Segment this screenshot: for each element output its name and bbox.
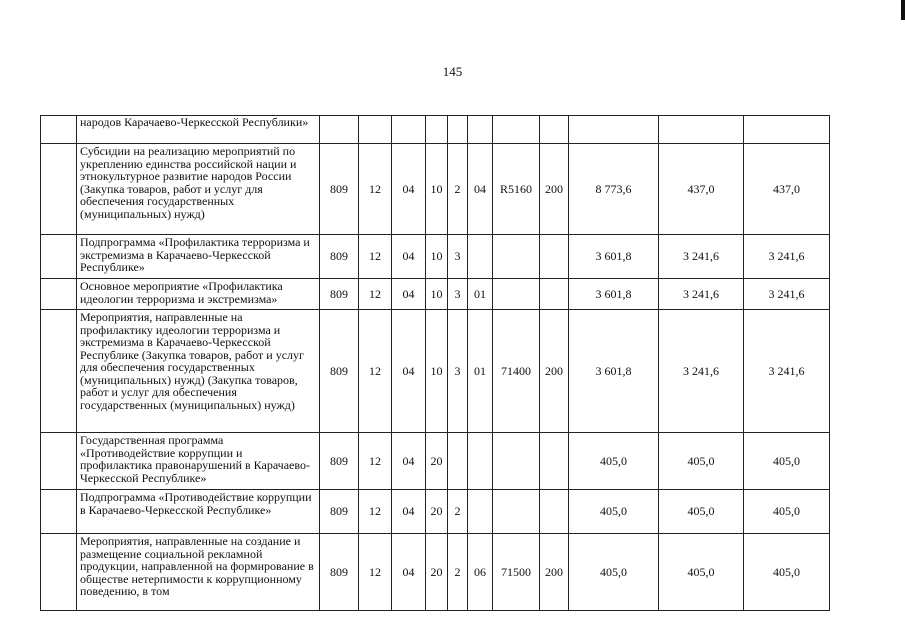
- expense-type-code: [540, 116, 569, 144]
- direction-code: 71500: [493, 534, 540, 611]
- direction-code: R5160: [493, 144, 540, 235]
- section-code: 12: [359, 144, 392, 235]
- direction-code: [493, 116, 540, 144]
- admin-code: 809: [320, 310, 359, 433]
- sum-year-2: 405,0: [659, 490, 744, 534]
- section-code: [359, 116, 392, 144]
- expense-type-code: 200: [540, 310, 569, 433]
- sum-year-1: 8 773,6: [569, 144, 659, 235]
- program-code: 10: [426, 310, 448, 433]
- budget-table: [40, 115, 830, 611]
- row-number-cell: [41, 310, 77, 433]
- expense-type-code: 200: [540, 144, 569, 235]
- direction-code: [493, 433, 540, 490]
- section-code: 12: [359, 310, 392, 433]
- table-row: [41, 279, 830, 310]
- item-name: Основное мероприятие «Профилактика идеологии терроризма и экстремизма»: [77, 279, 320, 310]
- event-code: 04: [468, 144, 493, 235]
- sum-year-3: 405,0: [744, 534, 830, 611]
- direction-code: [493, 279, 540, 310]
- item-name: Субсидии на реализацию мероприятий по укреплению единства российской нации и этнокультурное развитие народов России (Закупка товаров, работ и услуг для обеспечения государственных (муниципальных) нужд): [77, 144, 320, 235]
- direction-code: 71400: [493, 310, 540, 433]
- subprogram-code: [448, 116, 468, 144]
- section-code: 12: [359, 490, 392, 534]
- sum-year-3: [744, 116, 830, 144]
- table-row: [41, 144, 830, 235]
- table-row: [41, 490, 830, 534]
- section-code: 12: [359, 433, 392, 490]
- sum-year-1: 3 601,8: [569, 235, 659, 279]
- item-name: Мероприятия, направленные на профилактику идеологии терроризма и экстремизма в Карачаево-Черкесской Республике (Закупка товаров, работ и услуг для обеспечения государственных (муниципальных) нужд) (Закупка товаров, работ и услуг для обеспечения государственных (муниципальных) нужд): [77, 310, 320, 433]
- subprogram-code: 3: [448, 235, 468, 279]
- sum-year-1: 405,0: [569, 534, 659, 611]
- item-name: Подпрограмма «Противодействие коррупции в Карачаево-Черкесской Республике»: [77, 490, 320, 534]
- table-row: [41, 235, 830, 279]
- program-code: 10: [426, 144, 448, 235]
- sum-year-2: [659, 116, 744, 144]
- expense-type-code: [540, 433, 569, 490]
- table-row: [41, 310, 830, 433]
- row-number-cell: [41, 116, 77, 144]
- admin-code: 809: [320, 144, 359, 235]
- admin-code: [320, 116, 359, 144]
- sum-year-2: 3 241,6: [659, 279, 744, 310]
- program-code: 20: [426, 490, 448, 534]
- subsection-code: 04: [392, 144, 426, 235]
- subsection-code: [392, 116, 426, 144]
- page-number: 145: [442, 64, 463, 79]
- subsection-code: 04: [392, 279, 426, 310]
- section-code: 12: [359, 279, 392, 310]
- row-number-cell: [41, 433, 77, 490]
- table-row: [41, 116, 830, 144]
- program-code: 10: [426, 279, 448, 310]
- sum-year-3: 3 241,6: [744, 310, 830, 433]
- sum-year-1: [569, 116, 659, 144]
- program-code: 20: [426, 534, 448, 611]
- row-number-cell: [41, 235, 77, 279]
- row-number-cell: [41, 534, 77, 611]
- event-code: 06: [468, 534, 493, 611]
- item-name: Подпрограмма «Профилактика терроризма и экстремизма в Карачаево-Черкесской Республике»: [77, 235, 320, 279]
- program-code: 20: [426, 433, 448, 490]
- subsection-code: 04: [392, 310, 426, 433]
- admin-code: 809: [320, 279, 359, 310]
- direction-code: [493, 235, 540, 279]
- item-name: Мероприятия, направленные на создание и размещение социальной рекламной продукции, направленной на формирование в обществе нетерпимости к коррупционному поведению, в том: [77, 534, 320, 611]
- sum-year-3: 3 241,6: [744, 235, 830, 279]
- row-number-cell: [41, 279, 77, 310]
- event-code: [468, 235, 493, 279]
- program-code: [426, 116, 448, 144]
- sum-year-3: 3 241,6: [744, 279, 830, 310]
- expense-type-code: [540, 490, 569, 534]
- program-code: 10: [426, 235, 448, 279]
- event-code: 01: [468, 279, 493, 310]
- admin-code: 809: [320, 534, 359, 611]
- event-code: [468, 490, 493, 534]
- sum-year-2: 405,0: [659, 534, 744, 611]
- sum-year-1: 405,0: [569, 490, 659, 534]
- expense-type-code: [540, 235, 569, 279]
- event-code: [468, 433, 493, 490]
- admin-code: 809: [320, 235, 359, 279]
- subsection-code: 04: [392, 235, 426, 279]
- row-number-cell: [41, 490, 77, 534]
- sum-year-2: 437,0: [659, 144, 744, 235]
- subprogram-code: 3: [448, 279, 468, 310]
- subprogram-code: 3: [448, 310, 468, 433]
- subprogram-code: 2: [448, 534, 468, 611]
- event-code: [468, 116, 493, 144]
- subsection-code: 04: [392, 433, 426, 490]
- section-code: 12: [359, 235, 392, 279]
- subprogram-code: 2: [448, 490, 468, 534]
- sum-year-1: 405,0: [569, 433, 659, 490]
- subsection-code: 04: [392, 490, 426, 534]
- item-name: народов Карачаево-Черкесской Республики»: [77, 116, 320, 144]
- admin-code: 809: [320, 433, 359, 490]
- event-code: 01: [468, 310, 493, 433]
- expense-type-code: 200: [540, 534, 569, 611]
- subprogram-code: [448, 433, 468, 490]
- sum-year-2: 3 241,6: [659, 310, 744, 433]
- row-number-cell: [41, 144, 77, 235]
- sum-year-3: 405,0: [744, 433, 830, 490]
- scan-edge-mark: [901, 0, 905, 20]
- sum-year-2: 405,0: [659, 433, 744, 490]
- subprogram-code: 2: [448, 144, 468, 235]
- section-code: 12: [359, 534, 392, 611]
- table-row: [41, 433, 830, 490]
- expense-type-code: [540, 279, 569, 310]
- sum-year-1: 3 601,8: [569, 310, 659, 433]
- sum-year-2: 3 241,6: [659, 235, 744, 279]
- sum-year-3: 405,0: [744, 490, 830, 534]
- admin-code: 809: [320, 490, 359, 534]
- sum-year-3: 437,0: [744, 144, 830, 235]
- subsection-code: 04: [392, 534, 426, 611]
- item-name: Государственная программа «Противодействие коррупции и профилактика правонарушений в Карачаево-Черкесской Республике»: [77, 433, 320, 490]
- table-row: [41, 534, 830, 611]
- sum-year-1: 3 601,8: [569, 279, 659, 310]
- direction-code: [493, 490, 540, 534]
